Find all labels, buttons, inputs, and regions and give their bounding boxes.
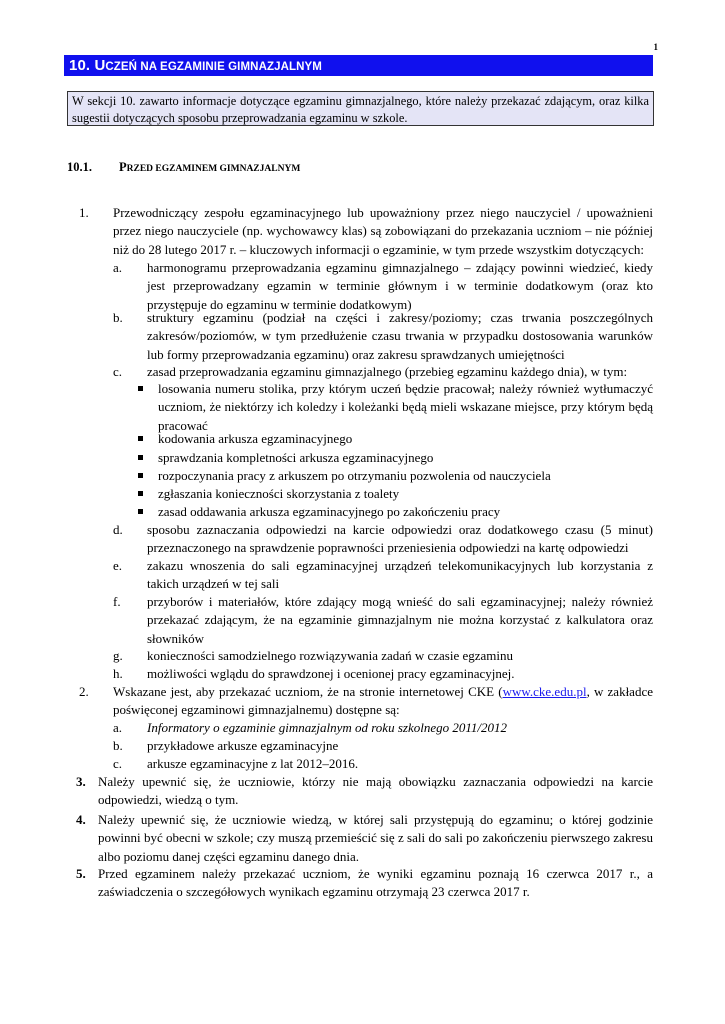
sub-marker: a. [113, 720, 123, 735]
square-bullet-icon [138, 473, 143, 478]
sub-marker: d. [113, 522, 123, 537]
sub-marker: h. [113, 666, 123, 681]
sub-item [113, 737, 653, 755]
list-marker: 2. [79, 684, 89, 699]
intro-box: W sekcji 10. zawarto informacje dotyczące egzaminu gimnazjalnego, które należy przekazać zdającym, oraz kilka sugestii dotyczących sposobu przeprowadzania egzaminu w szkole. [67, 91, 654, 126]
list-item-text-start: Wskazane jest, aby przekazać uczniom, że na stronie internetowej CKE ( [113, 684, 503, 699]
sub-item [113, 259, 653, 314]
bullet-item [158, 380, 653, 435]
list-item-text-end: , w zakładce poświęconej egzaminowi gimnazjalnemu) dostępne są: [113, 684, 653, 718]
cke-website-link[interactable]: www.cke.edu.pl [502, 684, 587, 699]
sub-item [113, 363, 653, 381]
list-item-text: Należy upewnić się, że uczniowie, którzy nie mają obowiązku zaznaczania odpowiedzi na karcie odpowiedzi, wiedzą o tym. [98, 774, 653, 808]
list-item-text: Przed egzaminem należy przekazać uczniom, że wyniki egzaminu poznają 16 czerwca 2017 r., a zaświadczenia o szczegółowych wynikach egzaminu otrzymają 23 czerwca 2017 r. [98, 866, 653, 900]
sub-item-text: konieczności samodzielnego rozwiązywania zadań w czasie egzaminu [147, 648, 513, 663]
square-bullet-icon [138, 386, 143, 391]
sub-marker: f. [113, 594, 121, 609]
list-item-text: Przewodniczący zespołu egzaminacyjnego lub upoważniony przez niego nauczyciel / upoważnieni przez niego nauczyciele (np. wychowawcy klas) są zobowiązani do przekazania uczniom – nie później niż do 28 lutego 2017 r. – kluczowych informacji o egzaminie, w tym przede wszystkim dotyczących: [113, 205, 653, 257]
sub-item-text: sposobu zaznaczania odpowiedzi na karcie odpowiedzi oraz dodatkowego czasu (5 minut) przeznaczonego na sprawdzenie poprawności przeniesienia odpowiedzi na kartę odpowiedzi [147, 522, 653, 556]
sub-marker: b. [113, 310, 123, 325]
sub-item [113, 521, 653, 558]
bullet-text: losowania numeru stolika, przy którym uczeń będzie pracował; należy również wytłumaczyć uczniom, że niektórzy ich koledzy i koleżanki będą mieli wskazane miejsce, przy którym będą pracować [158, 381, 653, 433]
section-number: 10.1. [67, 160, 92, 174]
square-bullet-icon [138, 436, 143, 441]
bullet-item [158, 467, 653, 485]
sub-item [113, 593, 653, 648]
sub-marker: c. [113, 364, 123, 379]
list-item [79, 204, 653, 259]
page-number: 1 [653, 42, 658, 52]
sub-item [113, 309, 653, 364]
square-bullet-icon [138, 509, 143, 514]
sub-marker: c. [113, 756, 123, 771]
chapter-title-initial: U [94, 57, 106, 74]
section-title-rest: RZED EGZAMINEM GIMNAZJALNYM [126, 164, 301, 174]
chapter-heading [64, 55, 653, 76]
sub-item-text: Informatory o egzaminie gimnazjalnym od roku szkolnego 2011/2012 [147, 720, 507, 735]
sub-item-text: przyborów i materiałów, które zdający mogą wnieść do sali egzaminacyjnej; należy również przekazać zdającym, że na egzaminie gimnazjalnym nie można korzystać z kalkulatora oraz słowników [147, 594, 653, 646]
list-marker: 4. [76, 812, 86, 827]
sub-item-text: harmonogramu przeprowadzania egzaminu gimnazjalnego – zdający powinni wiedzieć, kiedy jest przeprowadzany egzamin w terminie głównym i w terminie dodatkowym (oraz kto przystępuje do egzaminu w terminie dodatkowym) [147, 260, 653, 312]
bullet-item [158, 430, 653, 448]
sub-marker: g. [113, 648, 123, 663]
sub-marker: a. [113, 260, 123, 275]
sub-item [113, 755, 653, 773]
bullet-text: zasad oddawania arkusza egzaminacyjnego po zakończeniu pracy [158, 504, 501, 519]
list-marker: 1. [79, 205, 89, 220]
sub-item [113, 647, 653, 665]
list-item-text: Należy upewnić się, że uczniowie wiedzą, w której sali przystępują do egzaminu; o której godzinie powinni być obecni w szkole; czy muszą przemieścić się z sali do sali po zakończeniu pierwszego zakresu albo poziomu danej części egzaminu danego dnia. [98, 812, 653, 864]
bullet-item [158, 485, 653, 503]
sub-marker: b. [113, 738, 123, 753]
sub-item-text: arkusze egzaminacyjne z lat 2012–2016. [147, 756, 359, 771]
bullet-text: zgłaszania konieczności skorzystania z toalety [158, 486, 400, 501]
square-bullet-icon [138, 491, 143, 496]
square-bullet-icon [138, 455, 143, 460]
list-marker: 3. [76, 774, 86, 789]
list-item [76, 865, 653, 902]
section-heading [67, 160, 300, 175]
sub-item-text: zakazu wnoszenia do sali egzaminacyjnej urządzeń telekomunikacyjnych lub korzystania z takich urządzeń w tej sali [147, 558, 653, 592]
bullet-text: rozpoczynania pracy z arkuszem po otrzymaniu pozwolenia od nauczyciela [158, 468, 551, 483]
bullet-item [158, 449, 653, 467]
chapter-title-rest: CZEŃ NA EGZAMINIE GIMNAZJALNYM [105, 61, 322, 73]
bullet-text: sprawdzania kompletności arkusza egzaminacyjnego [158, 450, 434, 465]
sub-item-text: struktury egzaminu (podział na części i zakresy/poziomy; czas trwania poszczególnych zakresów/poziomów, w tym przedłużenie czasu trwania w przypadku dostosowania warunków lub formy przeprowadzania egzaminu) oraz zakresu sprawdzanych umiejętności [147, 310, 653, 362]
sub-item-text: możliwości wglądu do sprawdzonej i ocenionej pracy egzaminacyjnej. [147, 666, 515, 681]
section-title-initial: P [119, 160, 127, 174]
list-marker: 5. [76, 866, 86, 881]
sub-item-text: przykładowe arkusze egzaminacyjne [147, 738, 339, 753]
sub-item [113, 719, 653, 737]
list-item [76, 773, 653, 810]
sub-item [113, 665, 653, 683]
bullet-item [158, 503, 653, 521]
bullet-text: kodowania arkusza egzaminacyjnego [158, 431, 353, 446]
sub-item [113, 557, 653, 594]
sub-marker: e. [113, 558, 123, 573]
chapter-number: 10. [69, 57, 91, 74]
list-item [79, 683, 653, 720]
list-item [76, 811, 653, 866]
sub-item-text: zasad przeprowadzania egzaminu gimnazjalnego (przebieg egzaminu każdego dnia), w tym: [147, 364, 628, 379]
